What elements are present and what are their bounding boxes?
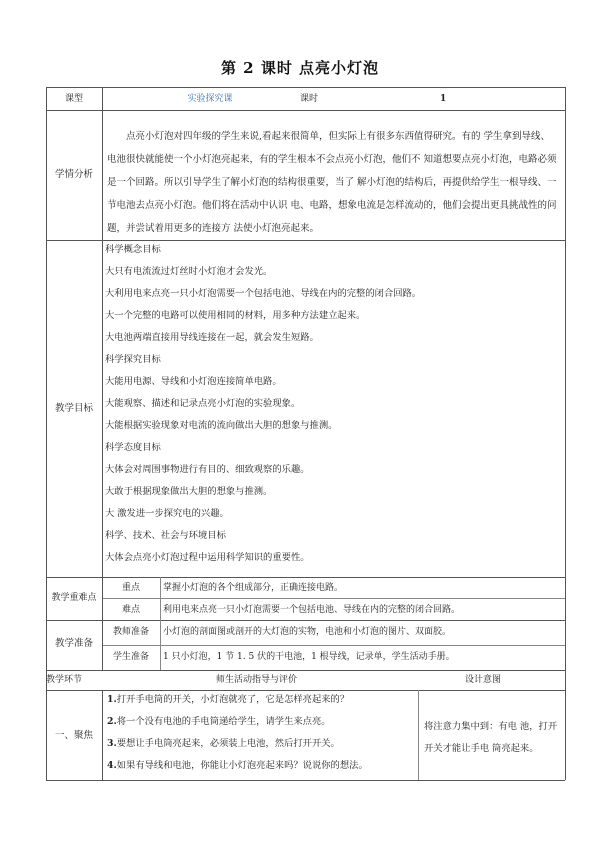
lesson-type-label: 课型 bbox=[64, 94, 83, 104]
page-title: 第 2 课时 点亮小灯泡 bbox=[220, 59, 380, 77]
teacher-prep-label: 教师准备 bbox=[112, 627, 149, 637]
process-activity-header: 师生活动指导与评价 bbox=[216, 675, 298, 685]
objective-line: 大只有电流流过灯丝时小灯泡才会发光。 bbox=[105, 266, 273, 277]
lesson-period-value: 1 bbox=[440, 94, 447, 104]
objective-line: 大敢于根据现象做出大胆的想象与推测。 bbox=[105, 486, 273, 497]
process-design-header: 设计意图 bbox=[465, 675, 502, 685]
objective-line: 大能根据实验现象对电流的流向做出大胆的想象与推测。 bbox=[105, 420, 338, 431]
stage-one-label: 一、聚焦 bbox=[54, 730, 93, 741]
student-prep-text: 1 只小灯泡，1 节 1. 5 伏的干电池，1 根导线，记录单，学生活动手册。 bbox=[163, 652, 455, 662]
activity-item: 4.如果有导线和电池，你能让小灯泡亮起来吗？说说你的想法。 bbox=[107, 760, 368, 771]
student-prep-label: 学生准备 bbox=[112, 652, 149, 662]
objective-line: 大电池两端直接用导线连接在一起，就会发生短路。 bbox=[105, 332, 319, 343]
activity-item: 2.将一个没有电池的手电筒递给学生，请学生来点亮。 bbox=[107, 716, 331, 727]
objective-line: 大能观察、描述和记录点亮小灯泡的实验现象。 bbox=[105, 398, 301, 409]
preparation-label: 教学准备 bbox=[54, 638, 93, 649]
teacher-prep-text: 小灯泡的剖面图或剖开的大灯泡的实物，电池和小灯泡的图片、双面胶。 bbox=[163, 627, 452, 637]
lesson-period-label: 课时 bbox=[300, 94, 319, 104]
objective-line: 科学概念目标 bbox=[105, 244, 161, 255]
key-point-text: 掌握小灯泡的各个组成部分，正确连接电路。 bbox=[163, 583, 344, 593]
objectives-label: 教学目标 bbox=[54, 403, 93, 414]
objective-line: 大体会点亮小灯泡过程中运用科学知识的重要性。 bbox=[105, 552, 310, 563]
stage-one-design: 将注意力集中到：有电 池，打开开关才能让手电 筒亮起来。 bbox=[424, 721, 558, 754]
lesson-type-value: 实验探究课 bbox=[187, 94, 233, 104]
objective-line: 大 激发进一步探究电的兴趣。 bbox=[105, 508, 229, 519]
analysis-text: 点亮小灯泡对四年级的学生来说,看起来很简单，但实际上有很多东西值得研究。有的 学生拿到导线、电池很快就能使一个小灯泡亮起来，有的学生根本不会点亮小灯泡，他们不 知道想要点亮小灯泡，电路必须是一个回路。所以引导学生了解小灯泡的结构很重要，当了 解小灯泡的结构后，再提供给学生一根导线、一节电池去点亮小灯泡。他们将在活动中认识 电、电路，想象电流是怎样流动的，他们会提出更具挑战性的问题，并尝试着用更多的连接方 法使小灯泡亮起来。 bbox=[107, 131, 557, 234]
objective-line: 大利用电来点亮一只小灯泡需要一个包括电池、导线在内的完整的闭合回路。 bbox=[105, 288, 422, 299]
objective-line: 科学、技术、社会与环境目标 bbox=[105, 530, 226, 541]
process-stage-header: 教学环节 bbox=[46, 675, 83, 685]
objective-line: 大体会对周围事物进行有目的、细致观察的乐趣。 bbox=[105, 464, 310, 475]
difficult-point-text: 利用电来点亮一只小灯泡需要一个包括电池、导线在内的完整的闭合回路。 bbox=[163, 605, 461, 615]
analysis-label: 学情分析 bbox=[54, 169, 93, 180]
activity-item: 1.打开手电筒的开关，小灯泡就亮了，它是怎样亮起来的？ bbox=[107, 694, 350, 705]
objective-line: 大一个完整的电路可以使用相同的材料，用多种方法建立起来。 bbox=[105, 310, 366, 321]
key-points-label: 教学重难点 bbox=[51, 593, 97, 603]
activity-item: 3.要想让手电筒亮起来，必须装上电池，然后打开开关。 bbox=[107, 738, 340, 749]
difficult-point-label: 难点 bbox=[121, 605, 140, 615]
objective-line: 大能用电源、导线和小灯泡连接简单电路。 bbox=[105, 376, 282, 387]
objective-line: 科学探究目标 bbox=[105, 354, 161, 365]
objective-line: 科学态度目标 bbox=[105, 442, 161, 453]
key-point-label: 重点 bbox=[121, 583, 140, 593]
